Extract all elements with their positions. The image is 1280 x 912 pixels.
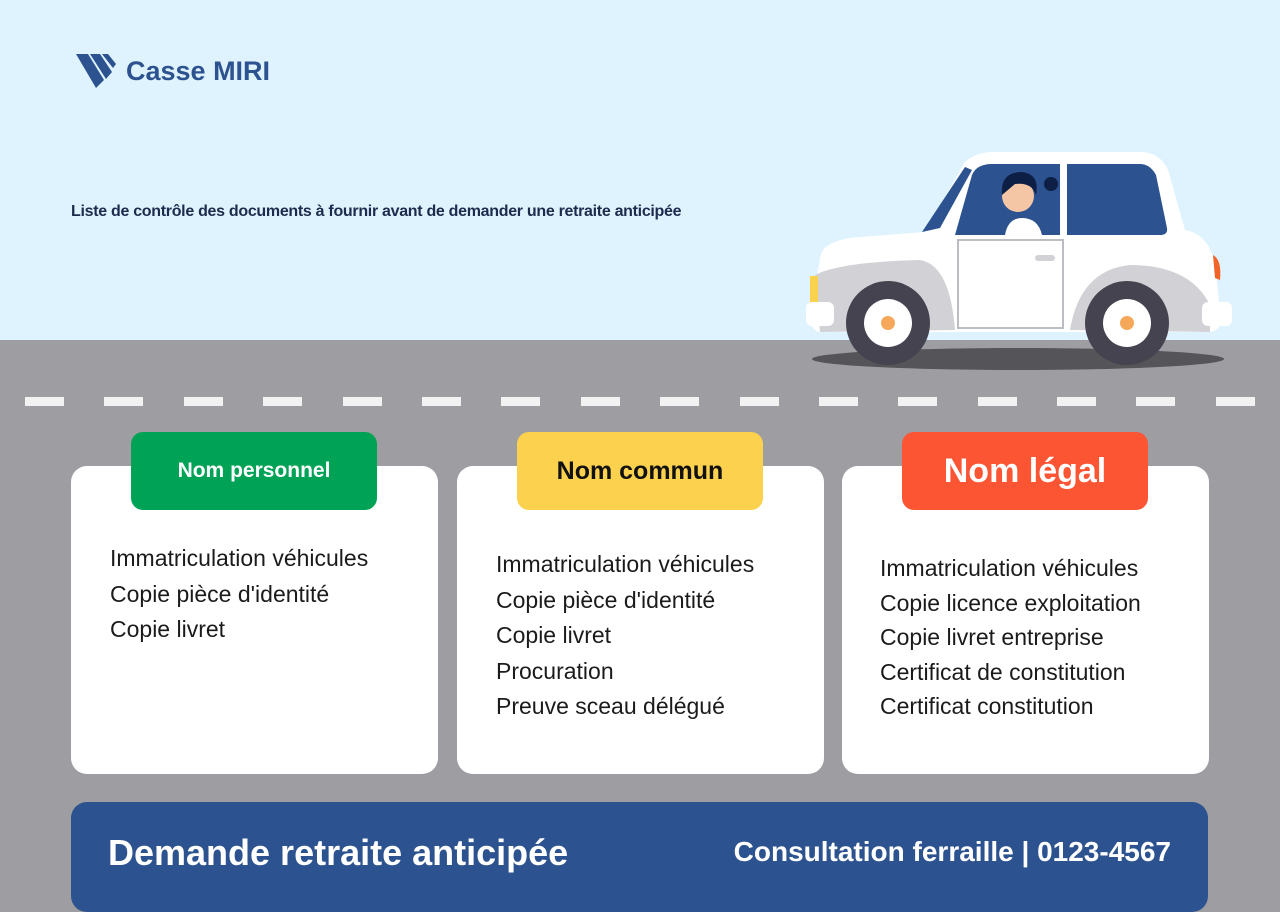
tag-nom-commun: Nom commun (517, 432, 763, 510)
rear-window (1067, 164, 1167, 235)
list-item: Immatriculation véhicules (110, 545, 369, 571)
list-item: Procuration (496, 657, 614, 684)
road-markings (25, 397, 1255, 406)
list-item: Copie pièce d'identité (110, 580, 330, 607)
list-nom-commun (496, 547, 754, 725)
list-item: Immatriculation véhicules (496, 551, 755, 577)
list-item: Copie livret (496, 622, 612, 648)
list-nom-legal (880, 551, 1141, 724)
subtitle: Liste de contrôle des documents à fournir avant de demander une retraite anticipée (71, 203, 682, 220)
tag-nom-personnel: Nom personnel (131, 432, 377, 510)
list-item: Immatriculation véhicules (880, 555, 1139, 581)
list-item: Copie livret entreprise (880, 624, 1104, 650)
tag-nom-legal: Nom légal (902, 432, 1148, 510)
car-illustration (800, 140, 1240, 380)
brand-logo (76, 52, 270, 90)
list-item: Preuve sceau délégué (496, 693, 725, 719)
brand-name: Casse MIRI (126, 55, 271, 86)
list-nom-personnel (110, 541, 368, 648)
banner-title: Demande retraite anticipée (108, 832, 569, 873)
logo-icon (76, 52, 118, 90)
rear-wheel (1085, 281, 1169, 365)
banner-contact: Consultation ferraille | 0123-4567 (733, 836, 1171, 867)
footer-banner (71, 802, 1208, 912)
list-item: Copie livret (110, 616, 226, 642)
list-item: Copie licence exploitation (880, 589, 1141, 616)
list-item: Copie pièce d'identité (496, 586, 716, 613)
front-wheel (846, 281, 930, 365)
list-item: Certificat constitution (880, 693, 1094, 719)
list-item: Certificat de constitution (880, 658, 1126, 685)
